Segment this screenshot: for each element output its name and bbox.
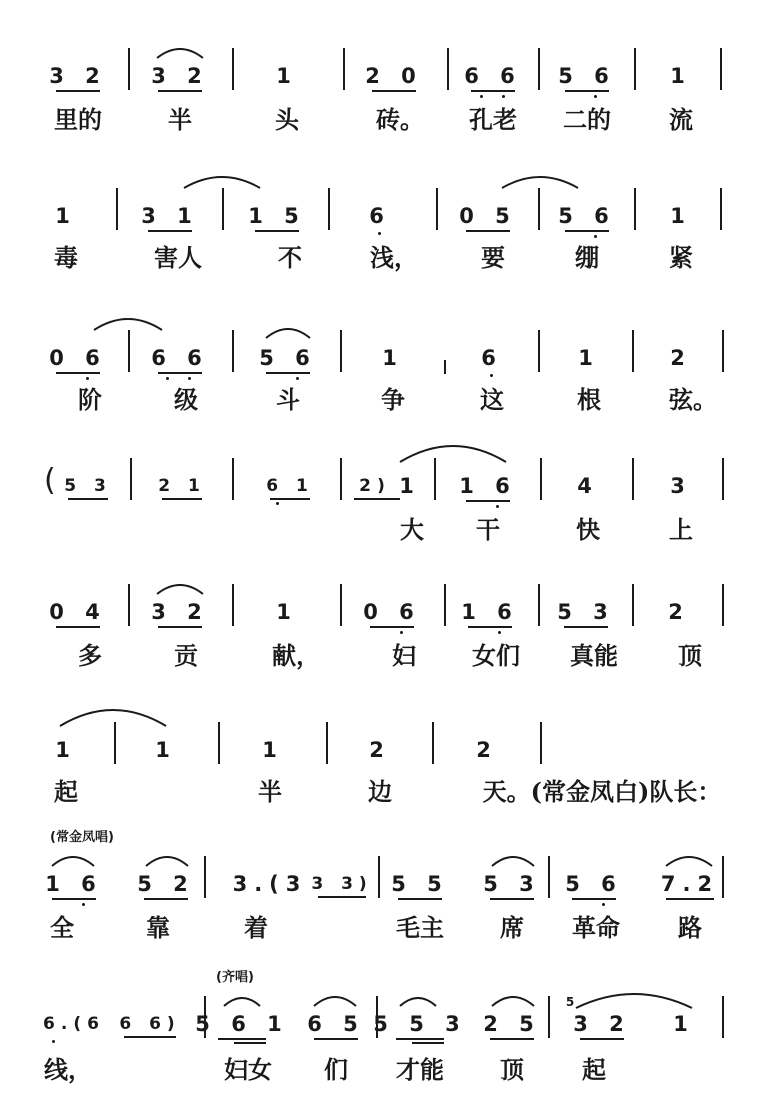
jianpu-note: 6 <box>369 204 391 228</box>
underline <box>466 500 510 502</box>
lyric: 根 <box>577 385 601 414</box>
underline <box>270 498 310 500</box>
barline <box>548 996 550 1038</box>
lyric: 席 <box>500 913 524 942</box>
barline <box>204 856 206 898</box>
jianpu-note: 6 1 <box>266 476 314 496</box>
jianpu-note: 6 6 <box>464 64 522 88</box>
jianpu-note: 1 6 <box>45 872 103 896</box>
barline <box>538 330 540 372</box>
underline <box>56 626 100 628</box>
lyric: 贡 <box>174 641 198 670</box>
underline <box>372 90 416 92</box>
jianpu-note: 3 2 <box>151 600 209 624</box>
octave-dot <box>400 631 403 634</box>
barline <box>722 584 724 626</box>
barline <box>232 458 234 500</box>
barline <box>720 188 722 230</box>
jianpu-note: 5 6 1 <box>195 1012 289 1036</box>
lyric: 多 <box>78 641 102 670</box>
lyric: 路 <box>678 913 702 942</box>
jianpu-note: 1 <box>276 64 298 88</box>
jianpu-note: 4 <box>577 474 599 498</box>
lyric: 边 <box>368 777 392 806</box>
jianpu-note: 5 2 <box>137 872 195 896</box>
underline <box>56 372 100 374</box>
jianpu-note: 6 6) <box>119 1014 181 1034</box>
jianpu-note: 5 6 <box>558 64 616 88</box>
barline <box>378 856 380 898</box>
barline <box>326 722 328 764</box>
barline <box>538 584 540 626</box>
jianpu-note: 3 2 <box>573 1012 631 1036</box>
underline <box>471 90 515 92</box>
slur-mark <box>490 850 536 870</box>
underline <box>158 626 202 628</box>
underline <box>218 1038 266 1040</box>
barline <box>340 584 342 626</box>
jianpu-note: 0 4 <box>49 600 107 624</box>
slur-mark <box>398 992 438 1010</box>
jianpu-note: 2 <box>476 738 498 762</box>
jianpu-note: 2 <box>670 346 692 370</box>
underline <box>234 1042 266 1044</box>
jianpu-note: 3 3) <box>311 874 373 894</box>
barline <box>128 330 130 372</box>
underline <box>572 898 616 900</box>
underline <box>158 90 202 92</box>
lyric: 起 <box>54 777 78 806</box>
barline <box>343 48 345 90</box>
lyric: 顶 <box>500 1055 524 1084</box>
underline <box>398 898 442 900</box>
barline <box>632 458 634 500</box>
barline <box>548 856 550 898</box>
barline <box>444 360 446 374</box>
jianpu-note: 2 <box>369 738 391 762</box>
jianpu-note: 5 6 <box>558 204 616 228</box>
slur-mark <box>58 704 168 730</box>
jianpu-note: 3 1 <box>141 204 199 228</box>
grace-note: 5 <box>565 995 575 1009</box>
underline <box>412 1042 444 1044</box>
underline <box>564 626 608 628</box>
jianpu-note: 2 0 <box>365 64 423 88</box>
octave-dot <box>378 232 381 235</box>
jianpu-note: 1 <box>578 346 600 370</box>
underline <box>565 230 609 232</box>
lyric: 顶 <box>678 641 702 670</box>
underline <box>255 230 299 232</box>
slur-mark <box>155 42 205 62</box>
lyric: 线， <box>44 1055 92 1084</box>
lyric: 级 <box>174 385 198 414</box>
barline <box>232 330 234 372</box>
jianpu-note: 7.2 <box>660 872 720 896</box>
lyric: 弦。 <box>669 385 717 414</box>
octave-dot <box>276 502 279 505</box>
jianpu-note: 3 <box>670 474 692 498</box>
lyric: 阶 <box>78 385 102 414</box>
octave-dot <box>188 377 191 380</box>
lyric: 革命 <box>572 913 620 942</box>
slur-mark <box>222 992 262 1010</box>
barline <box>444 584 446 626</box>
underline <box>318 896 366 898</box>
slur-mark <box>182 172 262 192</box>
jianpu-note: 0 6 <box>363 600 421 624</box>
lyric: 毛主 <box>396 913 444 942</box>
octave-dot <box>594 95 597 98</box>
lyric: 们 <box>324 1055 348 1084</box>
octave-dot <box>166 377 169 380</box>
jianpu-note: 1 5 <box>248 204 306 228</box>
jianpu-note: 2 5 <box>483 1012 541 1036</box>
slur-mark <box>500 172 580 192</box>
barline <box>218 722 220 764</box>
jianpu-note: 1 <box>670 204 692 228</box>
lyric: 全 <box>50 913 74 942</box>
slur-mark <box>490 990 536 1010</box>
barline <box>540 722 542 764</box>
lyric: 要 <box>481 243 505 272</box>
jianpu-note: 1 <box>155 738 177 762</box>
jianpu-note: 1 <box>262 738 284 762</box>
lyric: 起 <box>582 1055 606 1084</box>
octave-dot <box>490 374 493 377</box>
lyric: 斗 <box>276 385 300 414</box>
jianpu-note: 1 <box>276 600 298 624</box>
barline <box>634 48 636 90</box>
jianpu-note: 1 <box>673 1012 695 1036</box>
underline <box>565 90 609 92</box>
underline <box>490 898 534 900</box>
lyric: 砖。 <box>376 105 424 134</box>
underline <box>56 90 100 92</box>
jianpu-note: 5 6 <box>259 346 317 370</box>
octave-dot <box>296 377 299 380</box>
lyric: 紧 <box>669 243 693 272</box>
barline <box>130 458 132 500</box>
underline <box>354 498 400 500</box>
jianpu-note: 5 3 <box>64 476 112 496</box>
lyric: 靠 <box>146 913 170 942</box>
underline <box>370 626 414 628</box>
underline <box>68 498 108 500</box>
underline <box>466 230 510 232</box>
close-parenthesis: ) <box>377 476 391 496</box>
barline <box>722 330 724 372</box>
singer-label: (齐唱) <box>216 970 254 985</box>
octave-dot <box>496 505 499 508</box>
slur-mark <box>92 314 164 334</box>
octave-dot <box>498 631 501 634</box>
lyric: 妇 <box>392 641 416 670</box>
underline <box>468 626 512 628</box>
jianpu-note: 1 6 <box>461 600 519 624</box>
barline <box>540 458 542 500</box>
lyric: 快 <box>576 515 600 544</box>
barline <box>340 330 342 372</box>
underline <box>396 1038 444 1040</box>
jianpu-note: 5 5 <box>391 872 449 896</box>
barline <box>328 188 330 230</box>
lyric: 头 <box>275 105 299 134</box>
lyric: 这 <box>480 385 504 414</box>
barline <box>538 48 540 90</box>
jianpu-note: 6 6 <box>151 346 209 370</box>
jianpu-note: 1 <box>670 64 692 88</box>
jianpu-note: 6 <box>481 346 503 370</box>
barline <box>232 48 234 90</box>
octave-dot <box>82 903 85 906</box>
jianpu-note: 1 <box>55 204 77 228</box>
jianpu-note: 5 3 <box>557 600 615 624</box>
jianpu-note: 0 5 <box>459 204 517 228</box>
slur-mark <box>155 578 205 598</box>
barline <box>634 188 636 230</box>
jianpu-note: 1 <box>399 474 421 498</box>
jianpu-note: 5 3 <box>483 872 541 896</box>
jianpu-note: 6 5 <box>307 1012 365 1036</box>
octave-dot <box>480 95 483 98</box>
barline <box>722 856 724 898</box>
lyric: 争 <box>381 385 405 414</box>
slur-mark <box>398 440 508 466</box>
jianpu-note: 3.(3 <box>232 872 308 896</box>
barline <box>432 722 434 764</box>
jianpu-note: 2 <box>668 600 690 624</box>
jianpu-note: 3 2 <box>151 64 209 88</box>
jianpu-note: 0 6 <box>49 346 107 370</box>
lyric: 毒 <box>54 243 78 272</box>
lyric: 上 <box>669 515 693 544</box>
slur-mark <box>574 988 694 1012</box>
barline <box>340 458 342 500</box>
underline <box>580 1038 624 1040</box>
lyric: 半 <box>258 777 282 806</box>
barline <box>232 584 234 626</box>
lyric: 孔老 <box>469 105 517 134</box>
lyric: 大 <box>400 515 424 544</box>
barline <box>722 458 724 500</box>
barline <box>436 188 438 230</box>
lyric: 真能 <box>570 641 618 670</box>
barline <box>222 188 224 230</box>
underline <box>52 898 96 900</box>
lyric: 不 <box>278 243 302 272</box>
jianpu-note: 1 <box>382 346 404 370</box>
jianpu-note: 1 <box>55 738 77 762</box>
underline <box>124 1036 176 1038</box>
barline <box>722 996 724 1038</box>
jianpu-note: 5 6 <box>565 872 623 896</box>
lyric: 着 <box>244 913 268 942</box>
underline <box>148 230 192 232</box>
lyric: 流 <box>669 105 693 134</box>
slur-mark <box>50 850 96 870</box>
barline <box>116 188 118 230</box>
singer-label: (常金凤唱) <box>50 830 114 845</box>
barline <box>128 584 130 626</box>
slur-mark <box>264 322 312 342</box>
octave-dot <box>52 1040 55 1043</box>
lyric: 干 <box>476 515 500 544</box>
lyric: 二的 <box>563 105 611 134</box>
underline <box>158 372 202 374</box>
lyric: 害人 <box>154 243 202 272</box>
lyric: 浅， <box>370 243 418 272</box>
barline <box>720 48 722 90</box>
jianpu-note: 1 6 <box>459 474 517 498</box>
underline <box>162 498 202 500</box>
barline <box>632 330 634 372</box>
lyric: 才能 <box>396 1055 444 1084</box>
barline <box>128 48 130 90</box>
barline <box>447 48 449 90</box>
octave-dot <box>502 95 505 98</box>
barline <box>538 188 540 230</box>
underline <box>266 372 310 374</box>
octave-dot <box>602 903 605 906</box>
jianpu-note: 2 1 <box>158 476 206 496</box>
underline <box>666 898 714 900</box>
slur-mark <box>144 850 190 870</box>
lyric: 绷 <box>575 243 599 272</box>
jianpu-note: 6.(6 <box>43 1014 105 1034</box>
open-parenthesis: ( <box>44 463 56 498</box>
underline <box>490 1038 534 1040</box>
underline <box>144 898 188 900</box>
octave-dot <box>594 235 597 238</box>
jianpu-note: 5 5 3 <box>373 1012 467 1036</box>
lyric: 妇女 <box>224 1055 272 1084</box>
jianpu-note: 3 2 <box>49 64 107 88</box>
lyric: 献， <box>272 641 320 670</box>
slur-mark <box>312 990 358 1010</box>
lyric: 女们 <box>472 641 520 670</box>
slur-mark <box>664 850 714 870</box>
barline <box>632 584 634 626</box>
underline <box>314 1038 358 1040</box>
octave-dot <box>86 377 89 380</box>
lyric: 半 <box>168 105 192 134</box>
lyric: 里的 <box>54 105 102 134</box>
lyric: 天。(常金凤白)队长： <box>482 777 722 806</box>
jianpu-note: 2 <box>359 476 377 496</box>
